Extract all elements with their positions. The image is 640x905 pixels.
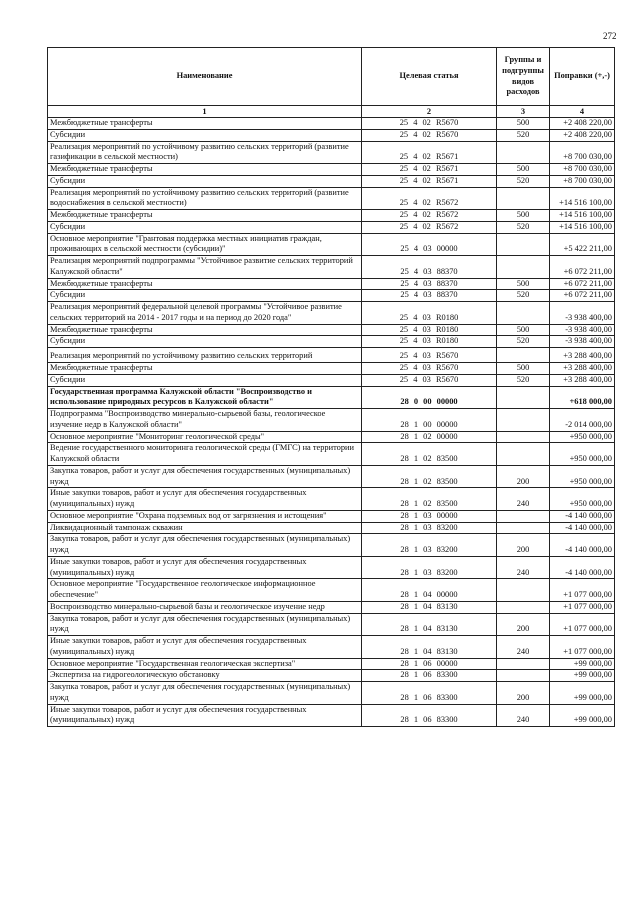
- cell-amount: +950 000,00: [550, 431, 615, 443]
- cell-target-code: 28 1 04 83130: [362, 636, 497, 659]
- cell-expense-group: 500: [497, 324, 550, 336]
- cell-name: Закупка товаров, работ и услуг для обеспечения государственных (муниципальных) нужд: [48, 682, 362, 705]
- cell-target-code: 25 4 02 R5672: [362, 187, 497, 210]
- cell-amount: +2 408 220,00: [550, 118, 615, 130]
- table-row: [48, 601, 615, 613]
- cell-target-code: 28 1 04 83130: [362, 601, 497, 613]
- cell-target-code: 25 4 03 R5670: [362, 363, 497, 375]
- col-header-amount: Поправки (+,-): [550, 48, 615, 106]
- cell-name: Субсидии: [48, 336, 362, 348]
- cell-target-code: 25 4 02 R5671: [362, 141, 497, 164]
- cell-amount: +1 077 000,00: [550, 579, 615, 602]
- cell-name: Межбюджетные трансферты: [48, 210, 362, 222]
- cell-expense-group: [497, 348, 550, 363]
- cell-amount: +14 516 100,00: [550, 221, 615, 233]
- cell-target-code: 25 4 02 R5671: [362, 175, 497, 187]
- cell-amount: -4 140 000,00: [550, 556, 615, 579]
- cell-expense-group: 520: [497, 374, 550, 386]
- cell-amount: +99 000,00: [550, 658, 615, 670]
- cell-name: Реализация мероприятий по устойчивому развитию сельских территорий (развитие водоснабжения в сельской местности): [48, 187, 362, 210]
- cell-expense-group: 200: [497, 465, 550, 488]
- cell-target-code: 28 1 06 00000: [362, 658, 497, 670]
- cell-name: Ликвидационный тампонаж скважин: [48, 522, 362, 534]
- table-row: [48, 443, 615, 466]
- cell-name: Закупка товаров, работ и услуг для обеспечения государственных (муниципальных) нужд: [48, 613, 362, 636]
- cell-amount: -4 140 000,00: [550, 522, 615, 534]
- cell-name: Субсидии: [48, 129, 362, 141]
- table-row: [48, 348, 615, 363]
- cell-amount: +14 516 100,00: [550, 187, 615, 210]
- table-row: [48, 636, 615, 659]
- table-row: [48, 141, 615, 164]
- cell-amount: +950 000,00: [550, 465, 615, 488]
- cell-name: Воспроизводство минерально-сырьевой базы и геологическое изучение недр: [48, 601, 362, 613]
- cell-amount: +1 077 000,00: [550, 601, 615, 613]
- cell-amount: +6 072 211,00: [550, 256, 615, 279]
- cell-amount: -3 938 400,00: [550, 336, 615, 348]
- cell-name: Субсидии: [48, 175, 362, 187]
- cell-name: Ведение государственного мониторинга геологической среды (ГМГС) на территории Калужской области: [48, 443, 362, 466]
- cell-expense-group: 520: [497, 336, 550, 348]
- cell-target-code: 25 4 03 88370: [362, 278, 497, 290]
- cell-expense-group: 500: [497, 210, 550, 222]
- cell-amount: +950 000,00: [550, 443, 615, 466]
- table-row: [48, 534, 615, 557]
- cell-expense-group: [497, 386, 550, 409]
- cell-name: Реализация мероприятий по устойчивому развитию сельских территорий: [48, 348, 362, 363]
- cell-expense-group: [497, 409, 550, 432]
- cell-amount: -2 014 000,00: [550, 409, 615, 432]
- table-row: [48, 522, 615, 534]
- cell-name: Реализация мероприятий по устойчивому развитию сельских территорий (развитие газификации в сельской местности): [48, 141, 362, 164]
- table-row: [48, 278, 615, 290]
- table-row: [48, 129, 615, 141]
- table-row: [48, 431, 615, 443]
- budget-table: [47, 47, 615, 727]
- cell-target-code: 25 4 03 R5670: [362, 348, 497, 363]
- cell-amount: +618 000,00: [550, 386, 615, 409]
- cell-expense-group: [497, 522, 550, 534]
- cell-name: Межбюджетные трансферты: [48, 324, 362, 336]
- page-number: 272: [603, 31, 617, 41]
- cell-expense-group: [497, 658, 550, 670]
- cell-name: Иные закупки товаров, работ и услуг для обеспечения государственных (муниципальных) нужд: [48, 704, 362, 727]
- cell-expense-group: 200: [497, 534, 550, 557]
- cell-amount: -4 140 000,00: [550, 510, 615, 522]
- cell-amount: +8 700 030,00: [550, 164, 615, 176]
- cell-expense-group: [497, 670, 550, 682]
- cell-target-code: 28 1 06 83300: [362, 704, 497, 727]
- table-row: [48, 579, 615, 602]
- cell-amount: +3 288 400,00: [550, 374, 615, 386]
- cell-name: Субсидии: [48, 374, 362, 386]
- table-row: [48, 556, 615, 579]
- cell-name: Межбюджетные трансферты: [48, 363, 362, 375]
- cell-expense-group: [497, 141, 550, 164]
- table-row: [48, 658, 615, 670]
- col-number: 2: [362, 106, 497, 118]
- cell-target-code: 25 4 03 R5670: [362, 374, 497, 386]
- col-number: 1: [48, 106, 362, 118]
- cell-target-code: 28 1 06 83300: [362, 682, 497, 705]
- cell-name: Основное мероприятие "Мониторинг геологической среды": [48, 431, 362, 443]
- cell-expense-group: 520: [497, 290, 550, 302]
- cell-expense-group: [497, 187, 550, 210]
- cell-name: Закупка товаров, работ и услуг для обеспечения государственных (муниципальных) нужд: [48, 534, 362, 557]
- cell-expense-group: [497, 233, 550, 256]
- table-row: [48, 465, 615, 488]
- cell-amount: +8 700 030,00: [550, 141, 615, 164]
- cell-amount: +5 422 211,00: [550, 233, 615, 256]
- cell-name: Экспертиза на гидрогеологическую обстановку: [48, 670, 362, 682]
- cell-target-code: 28 1 04 83130: [362, 613, 497, 636]
- cell-expense-group: [497, 443, 550, 466]
- cell-target-code: 28 1 04 00000: [362, 579, 497, 602]
- cell-amount: +8 700 030,00: [550, 175, 615, 187]
- cell-expense-group: 500: [497, 164, 550, 176]
- cell-name: Реализация мероприятий федеральной целевой программы "Устойчивое развитие сельских территорий на 2014 - 2017 годы и на период до 2020 года": [48, 302, 362, 325]
- cell-expense-group: 500: [497, 118, 550, 130]
- cell-name: Основное мероприятие "Государственная геологическая экспертиза": [48, 658, 362, 670]
- col-number: 3: [497, 106, 550, 118]
- col-header-name: Наименование: [48, 48, 362, 106]
- cell-amount: +1 077 000,00: [550, 636, 615, 659]
- cell-amount: +6 072 211,00: [550, 278, 615, 290]
- cell-target-code: 28 1 02 83500: [362, 443, 497, 466]
- cell-target-code: 25 4 03 R0180: [362, 336, 497, 348]
- cell-name: Субсидии: [48, 221, 362, 233]
- table-row: [48, 409, 615, 432]
- cell-name: Иные закупки товаров, работ и услуг для обеспечения государственных (муниципальных) нужд: [48, 488, 362, 511]
- col-header-group: Группы и подгруппы видов расходов: [497, 48, 550, 106]
- table-row: [48, 488, 615, 511]
- table-header-row: [48, 48, 615, 106]
- table-row: [48, 386, 615, 409]
- cell-amount: -3 938 400,00: [550, 302, 615, 325]
- cell-expense-group: [497, 431, 550, 443]
- cell-target-code: 28 1 03 83200: [362, 534, 497, 557]
- cell-target-code: 25 4 03 R0180: [362, 302, 497, 325]
- cell-name: Межбюджетные трансферты: [48, 118, 362, 130]
- cell-expense-group: 240: [497, 488, 550, 511]
- cell-target-code: 25 4 03 00000: [362, 233, 497, 256]
- cell-amount: +3 288 400,00: [550, 363, 615, 375]
- col-header-code: Целевая статья: [362, 48, 497, 106]
- cell-target-code: 25 4 03 88370: [362, 256, 497, 279]
- cell-name: Подпрограмма "Воспроизводство минерально-сырьевой базы, геологическое изучение недр в Калужской области": [48, 409, 362, 432]
- cell-amount: +2 408 220,00: [550, 129, 615, 141]
- cell-expense-group: 240: [497, 636, 550, 659]
- cell-name: Субсидии: [48, 290, 362, 302]
- cell-expense-group: 240: [497, 556, 550, 579]
- cell-target-code: 28 1 03 83200: [362, 556, 497, 579]
- cell-name: Основное мероприятие "Грантовая поддержка местных инициатив граждан, проживающих в сельской местности (субсидии)": [48, 233, 362, 256]
- cell-name: Иные закупки товаров, работ и услуг для обеспечения государственных (муниципальных) нужд: [48, 556, 362, 579]
- cell-target-code: 25 4 03 R0180: [362, 324, 497, 336]
- table-row: [48, 510, 615, 522]
- cell-name: Иные закупки товаров, работ и услуг для обеспечения государственных (муниципальных) нужд: [48, 636, 362, 659]
- table-row: [48, 221, 615, 233]
- cell-expense-group: 520: [497, 129, 550, 141]
- cell-expense-group: 520: [497, 175, 550, 187]
- cell-amount: +99 000,00: [550, 704, 615, 727]
- cell-target-code: 25 4 02 R5670: [362, 129, 497, 141]
- cell-expense-group: [497, 601, 550, 613]
- cell-target-code: 28 1 03 83200: [362, 522, 497, 534]
- table-row: [48, 187, 615, 210]
- table-row: [48, 374, 615, 386]
- table-row: [48, 670, 615, 682]
- table-row: [48, 613, 615, 636]
- table-row: [48, 704, 615, 727]
- table-row: [48, 175, 615, 187]
- cell-target-code: 28 1 02 83500: [362, 465, 497, 488]
- cell-amount: -3 938 400,00: [550, 324, 615, 336]
- table-row: [48, 302, 615, 325]
- cell-target-code: 28 1 02 00000: [362, 431, 497, 443]
- cell-expense-group: 200: [497, 613, 550, 636]
- cell-target-code: 28 1 06 83300: [362, 670, 497, 682]
- cell-name: Межбюджетные трансферты: [48, 278, 362, 290]
- table-row: [48, 682, 615, 705]
- table-row: [48, 324, 615, 336]
- cell-amount: +1 077 000,00: [550, 613, 615, 636]
- cell-amount: +14 516 100,00: [550, 210, 615, 222]
- cell-expense-group: [497, 302, 550, 325]
- table-row: [48, 363, 615, 375]
- column-number-row: [48, 106, 615, 118]
- cell-expense-group: 520: [497, 221, 550, 233]
- table-row: [48, 118, 615, 130]
- table-body: [48, 118, 615, 727]
- cell-expense-group: 500: [497, 278, 550, 290]
- cell-target-code: 25 4 02 R5670: [362, 118, 497, 130]
- cell-name: Основное мероприятие "Государственное геологическое информационное обеспечение": [48, 579, 362, 602]
- cell-name: Закупка товаров, работ и услуг для обеспечения государственных (муниципальных) нужд: [48, 465, 362, 488]
- cell-name: Межбюджетные трансферты: [48, 164, 362, 176]
- cell-name: Основное мероприятие "Охрана подземных вод от загрязнения и истощения": [48, 510, 362, 522]
- cell-target-code: 25 4 02 R5671: [362, 164, 497, 176]
- cell-amount: +6 072 211,00: [550, 290, 615, 302]
- table-row: [48, 256, 615, 279]
- cell-expense-group: 240: [497, 704, 550, 727]
- cell-expense-group: 200: [497, 682, 550, 705]
- cell-expense-group: [497, 510, 550, 522]
- cell-amount: +99 000,00: [550, 670, 615, 682]
- cell-target-code: 28 1 03 00000: [362, 510, 497, 522]
- cell-name: Реализация мероприятий подпрограммы "Устойчивое развитие сельских территорий Калужской области": [48, 256, 362, 279]
- cell-target-code: 28 0 00 00000: [362, 386, 497, 409]
- table-row: [48, 164, 615, 176]
- cell-target-code: 25 4 03 88370: [362, 290, 497, 302]
- cell-amount: +3 288 400,00: [550, 348, 615, 363]
- cell-expense-group: 500: [497, 363, 550, 375]
- table-row: [48, 336, 615, 348]
- cell-amount: +99 000,00: [550, 682, 615, 705]
- cell-target-code: 25 4 02 R5672: [362, 221, 497, 233]
- cell-target-code: 28 1 00 00000: [362, 409, 497, 432]
- table-row: [48, 210, 615, 222]
- table-row: [48, 290, 615, 302]
- table-row: [48, 233, 615, 256]
- col-number: 4: [550, 106, 615, 118]
- cell-target-code: 28 1 02 83500: [362, 488, 497, 511]
- cell-amount: +950 000,00: [550, 488, 615, 511]
- cell-expense-group: [497, 579, 550, 602]
- cell-name: Государственная программа Калужской области "Воспроизводство и использование природных ресурсов в Калужской области": [48, 386, 362, 409]
- cell-expense-group: [497, 256, 550, 279]
- cell-amount: -4 140 000,00: [550, 534, 615, 557]
- cell-target-code: 25 4 02 R5672: [362, 210, 497, 222]
